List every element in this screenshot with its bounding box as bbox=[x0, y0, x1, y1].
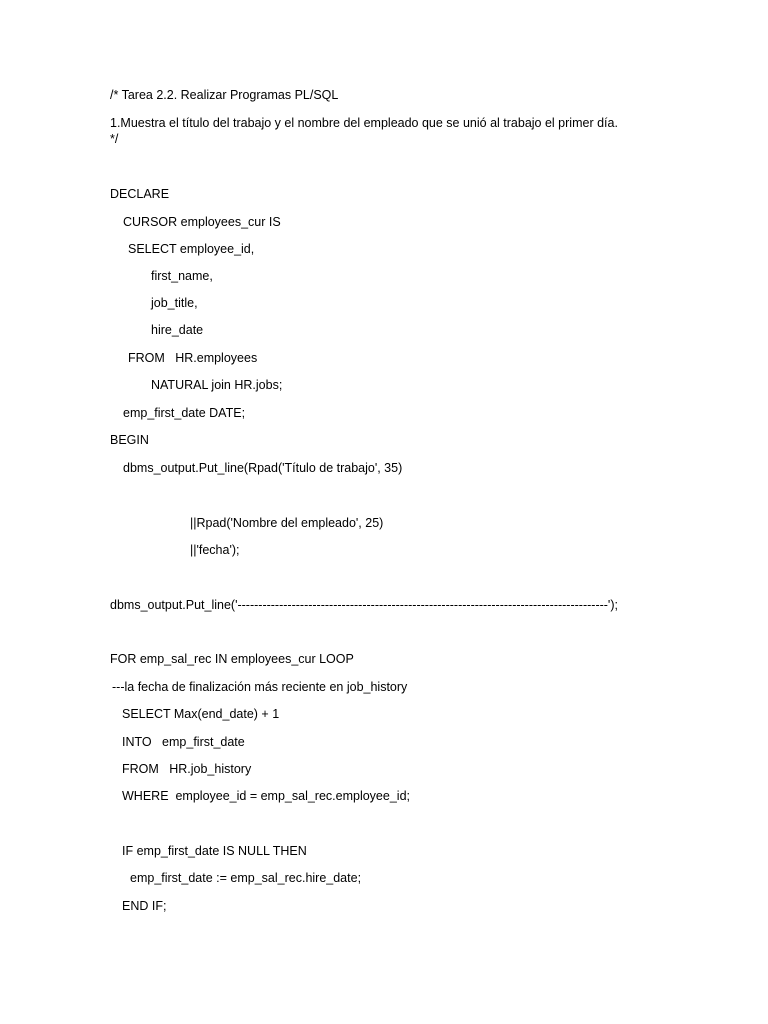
code-line-comment-history: ---la fecha de finalización más reciente en job_history bbox=[112, 680, 408, 694]
code-line-from-history: FROM HR.job_history bbox=[122, 762, 252, 776]
code-line-cursor: CURSOR employees_cur IS bbox=[123, 215, 281, 229]
code-line-select-max: SELECT Max(end_date) + 1 bbox=[122, 707, 280, 721]
code-line-select: SELECT employee_id, bbox=[128, 242, 255, 256]
code-line-end-if: END IF; bbox=[122, 899, 167, 913]
code-line-from: FROM HR.employees bbox=[128, 351, 258, 365]
code-line-first-name: first_name, bbox=[151, 269, 213, 283]
code-line-put-line-header: dbms_output.Put_line(Rpad('Título de trabajo', 35) bbox=[123, 461, 403, 475]
code-line-where: WHERE employee_id = emp_sal_rec.employee_id; bbox=[122, 789, 410, 803]
code-line-into: INTO emp_first_date bbox=[122, 735, 245, 749]
code-line-natural-join: NATURAL join HR.jobs; bbox=[151, 378, 283, 392]
comment-task-line: 1.Muestra el título del trabajo y el nombre del empleado que se unió al trabajo el primer día. bbox=[110, 116, 618, 130]
code-line-if: IF emp_first_date IS NULL THEN bbox=[122, 844, 307, 858]
comment-title-line: /* Tarea 2.2. Realizar Programas PL/SQL bbox=[110, 88, 339, 102]
comment-end-line: */ bbox=[110, 132, 119, 146]
code-line-emp-first-date: emp_first_date DATE; bbox=[123, 406, 246, 420]
code-line-assign: emp_first_date := emp_sal_rec.hire_date; bbox=[130, 871, 362, 885]
code-line-begin: BEGIN bbox=[110, 433, 149, 447]
code-line-declare: DECLARE bbox=[110, 187, 170, 201]
code-line-put-line-separator: dbms_output.Put_line('-----------------------------------------------------------------------------------------'); bbox=[110, 598, 618, 612]
code-line-fecha: ||'fecha'); bbox=[190, 543, 240, 557]
code-line-for-loop: FOR emp_sal_rec IN employees_cur LOOP bbox=[110, 652, 354, 666]
code-line-job-title: job_title, bbox=[151, 296, 198, 310]
code-line-hire-date: hire_date bbox=[151, 323, 204, 337]
code-line-rpad-nombre: ||Rpad('Nombre del empleado', 25) bbox=[190, 516, 384, 530]
